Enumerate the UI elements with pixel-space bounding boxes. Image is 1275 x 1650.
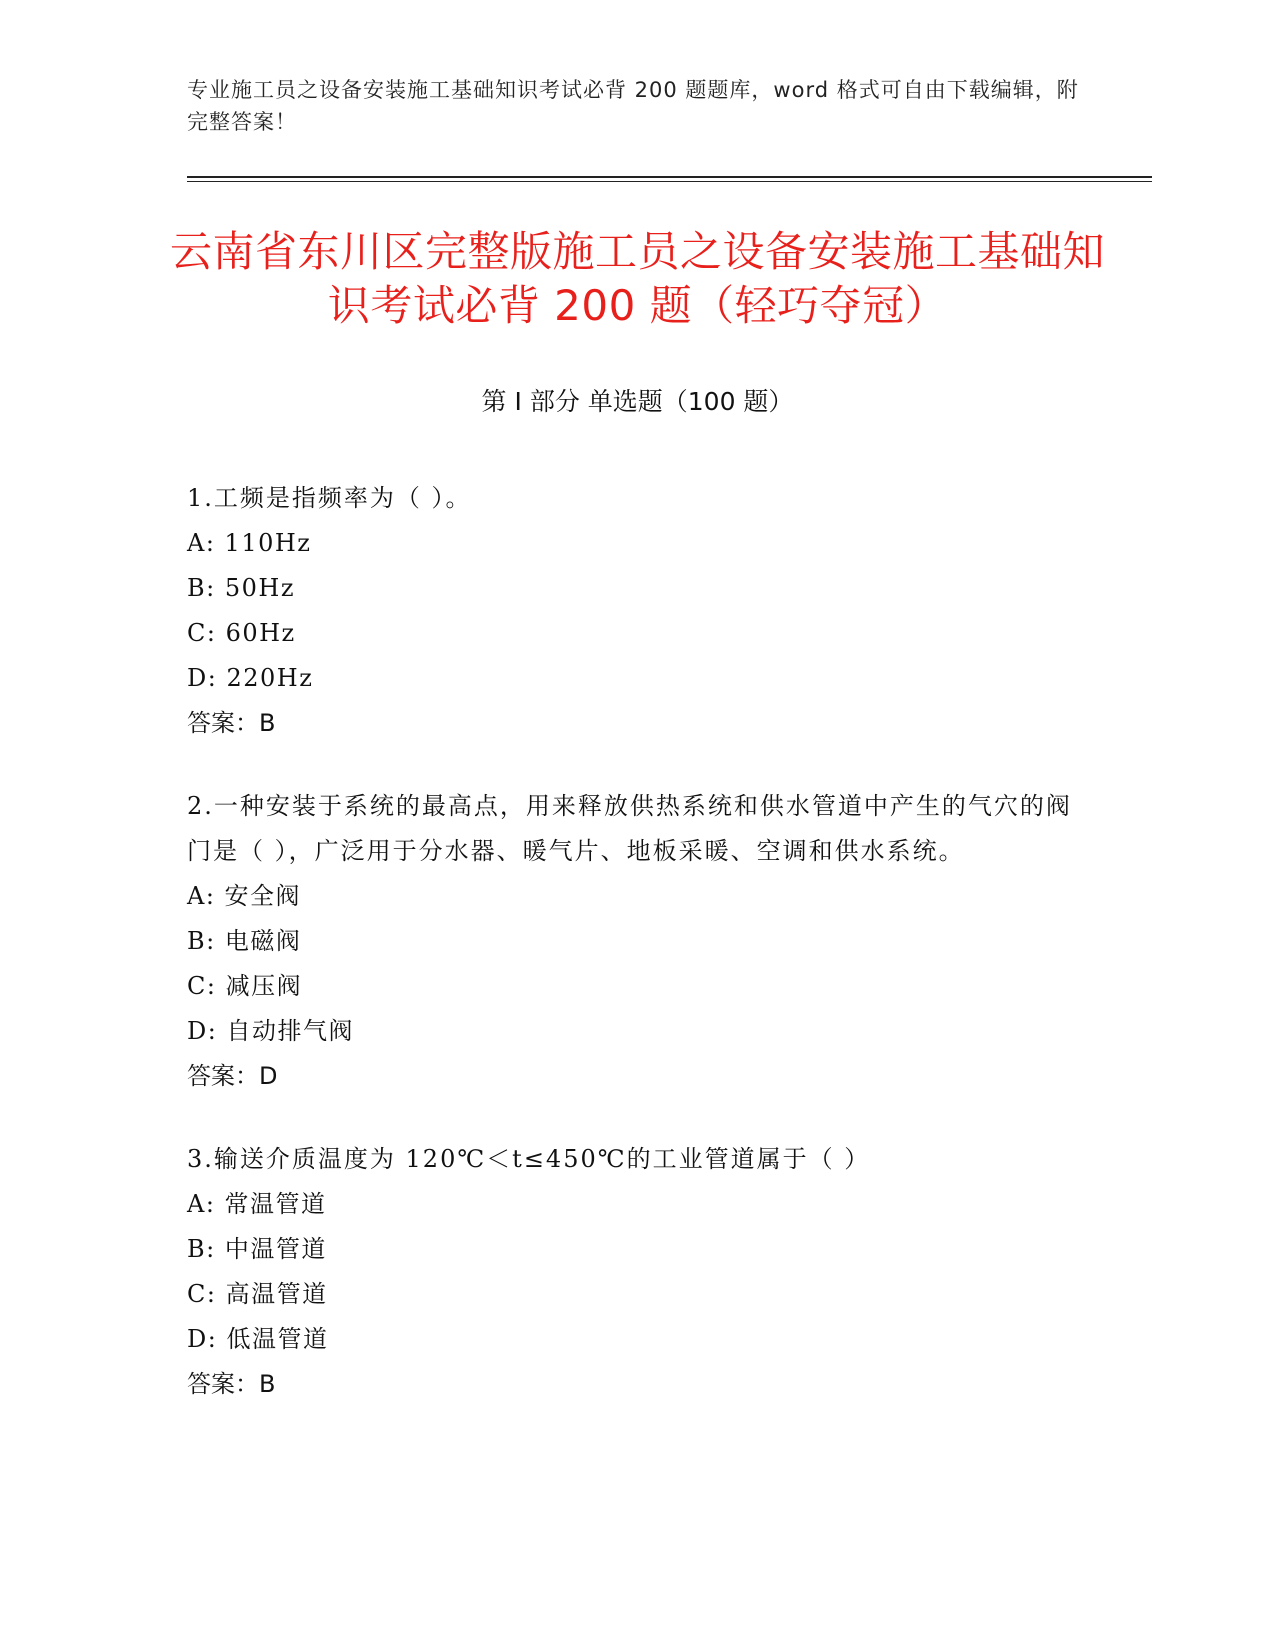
answer-line: 答案：B	[187, 709, 276, 737]
question-list	[187, 476, 1087, 1445]
option-c: C: 60Hz	[187, 619, 296, 647]
option-d: D: 低温管道	[187, 1325, 329, 1353]
option-c: C: 减压阀	[187, 972, 303, 1000]
option-b: B: 中温管道	[187, 1235, 327, 1263]
question-stem: 2.一种安装于系统的最高点，用来释放供热系统和供水管道中产生的气穴的阀门是（ ），广泛用于分水器、暖气片、地板采暖、空调和供水系统。	[187, 792, 1072, 865]
document-title: 云南省东川区完整版施工员之设备安装施工基础知识考试必背 200 题（轻巧夺冠）	[169, 227, 1105, 330]
header-divider-thin	[187, 181, 1152, 182]
header-note: 专业施工员之设备安装施工基础知识考试必背 200 题题库，word 格式可自由下载编辑，附完整答案！	[187, 78, 1079, 134]
option-a: A: 常温管道	[187, 1190, 327, 1218]
option-b: B: 电磁阀	[187, 927, 302, 955]
answer-line: 答案：D	[187, 1062, 278, 1090]
question-1	[187, 476, 1087, 746]
option-c: C: 高温管道	[187, 1280, 328, 1308]
answer-line: 答案：B	[187, 1370, 276, 1398]
header-divider-thick	[187, 176, 1152, 178]
option-d: D: 自动排气阀	[187, 1017, 354, 1045]
question-3	[187, 1137, 1087, 1407]
option-b: B: 50Hz	[187, 574, 295, 602]
option-a: A: 110Hz	[187, 529, 312, 557]
option-d: D: 220Hz	[187, 664, 314, 692]
question-stem: 1.工频是指频率为（ ）。	[187, 484, 472, 512]
section-heading: 第 I 部分 单选题（100 题）	[481, 387, 794, 416]
question-stem: 3.输送介质温度为 120℃＜t≤450℃的工业管道属于（ ）	[187, 1145, 871, 1173]
question-2	[187, 784, 1087, 1099]
option-a: A: 安全阀	[187, 882, 302, 910]
